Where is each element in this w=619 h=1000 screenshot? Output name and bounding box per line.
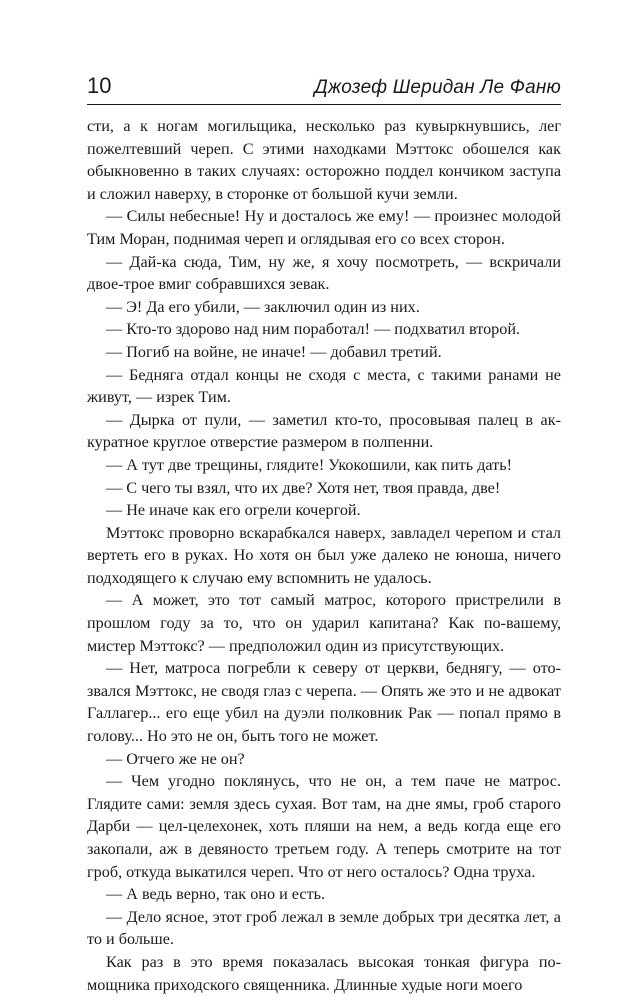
body-text (87, 115, 561, 996)
paragraph: — Бедняга отдал концы не сходя с места, с такими ранами не живут, — изрек Тим. (87, 365, 561, 407)
paragraph: — Погиб на войне, не иначе! — добавил третий. (106, 342, 442, 361)
paragraph: — Дай-ка сюда, Тим, ну же, я хочу посмотреть, — вскричали двое-трое вмиг собравшихся зевак. (87, 252, 561, 294)
paragraph: — Дело ясное, этот гроб лежал в земле добрых три десятка лет, а то и больше. (87, 907, 561, 949)
page-number: 10 (87, 73, 112, 98)
paragraph: Мэттокс проворно вскарабкался наверх, завладел черепом и стал вертеть его в руках. Но хотя он был уже далеко не юноша, ничего подходящего к случаю ему вспомнить не удалось. (87, 523, 561, 587)
page-header (87, 72, 561, 105)
paragraph: — Отчего же не он? (106, 749, 245, 768)
paragraph: — Чем угодно поклянусь, что не он, а тем паче не матрос. Глядите сами: земля здесь сухая. Вот там, на дне ямы, гроб старого Дарби — цел-целехонек, хоть пляши на нем, а ведь когда еще его закопали, аж в девяносто третьем году. А теперь смотрите на тот гроб, откуда выкатился череп. Что от него осталось? Одна труха. (87, 772, 561, 881)
paragraph: — Не иначе как его огрели кочергой. (106, 501, 361, 520)
paragraph: Как раз в это время показалась высокая тонкая фигура помощника приходского священника. Длинные худые ноги моего (87, 952, 561, 994)
paragraph: — А может, это тот самый матрос, которого пристрелили в прошлом году за то, что он ударил капитана? Как по-вашему, мистер Мэттокс? — предположил один из присутствующих. (87, 591, 561, 655)
paragraph: — Нет, матроса погребли к северу от церкви, беднягу, — отозвался Мэттокс, не сводя глаз с черепа. — Опять же это и не адвокат Галлагер... его еще убил на дуэли полковник Рак — попал прямо в голову... Но это не он, быть того не может. (87, 659, 561, 746)
paragraph: — Силы небесные! Ну и досталось же ему! — произнес молодой Тим Моран, поднимая череп и оглядывая его со всех сторон. (87, 207, 561, 248)
paragraph: — Дырка от пули, — заметил кто-то, просовывая палец в аккуратное круглое отверстие размером в полпенни. (87, 410, 561, 452)
paragraph: — А ведь верно, так оно и есть. (106, 885, 326, 904)
book-page (87, 72, 561, 996)
paragraph: — Кто-то здорово над ним поработал! — подхватил второй. (106, 320, 521, 339)
paragraph: сти, а к ногам могильщика, несколько раз кувыркнувшись, лег пожелтевший череп. С этими находками Мэттокс обошелся как обыкновенно в таких случаях: осторожно поддел кончиком заступа и сложил наверху, в сторонке от большой кучи земли. (87, 117, 561, 203)
paragraph: — Э! Да его убили, — заключил один из них. (106, 297, 420, 316)
paragraph: — А тут две трещины, глядите! Укокошили, как пить дать! (106, 455, 512, 474)
paragraph: — С чего ты взял, что их две? Хотя нет, твоя правда, две! (106, 478, 501, 497)
running-title: Джозеф Шеридан Ле Фаню (314, 77, 561, 98)
